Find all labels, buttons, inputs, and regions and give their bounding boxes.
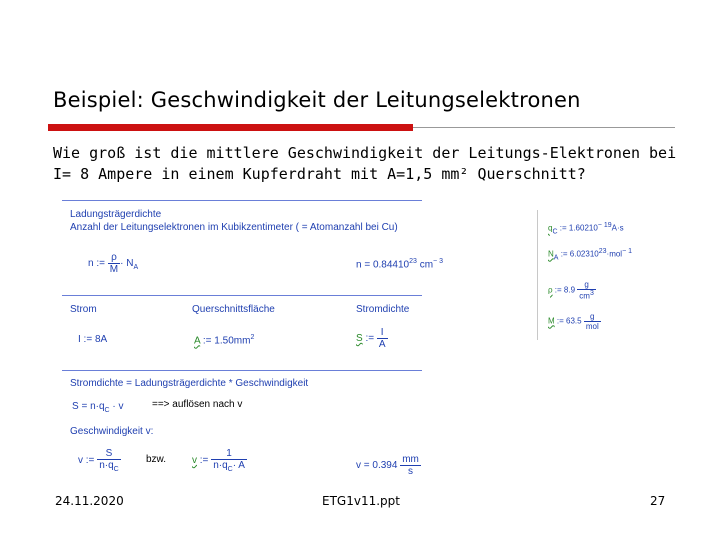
n-denominator: M — [109, 264, 119, 275]
header-geschwindigkeit: Geschwindigkeit v: — [70, 426, 154, 437]
footer-date: 24.11.2020 — [55, 494, 124, 508]
footer-page-number: 27 — [650, 494, 666, 508]
constants-divider — [537, 210, 538, 340]
n-exp: 23 — [409, 258, 417, 265]
const-rho: ρ := 8.9 $\frac{g}{cm^3}$ — [548, 280, 594, 301]
footer-filename: ETG1v11.ppt — [322, 494, 400, 508]
v-unit-fraction — [400, 454, 421, 477]
formula-I: I := 8A — [78, 334, 108, 345]
header-strom: Strom — [70, 304, 97, 315]
formula-v2 — [192, 448, 247, 473]
divider-lower — [62, 370, 422, 371]
S-denominator: A — [378, 339, 386, 350]
n-sub: A — [133, 264, 139, 272]
const-qc: $q_C$ := $1.60210^{- 19}A\cdot s$ — [548, 222, 624, 236]
n-numerator: ρ — [108, 252, 120, 264]
question-line-1: Wie groß ist die mittlere Geschwindigkeit der Leitungs-Elektronen bei — [53, 144, 677, 162]
S-numerator: I — [377, 327, 388, 339]
divider-top — [62, 200, 422, 201]
formula-S — [356, 327, 388, 350]
n-lhs: n := — [88, 258, 105, 270]
n-unit-exp: − 3 — [433, 258, 443, 265]
formula-n — [88, 252, 138, 275]
const-na: $N_A$ := $6.02310^{23}\cdot mol^{- 1}$ — [548, 248, 633, 262]
v2-numerator: 1 — [211, 448, 247, 460]
v2-lhs: v — [192, 455, 197, 467]
result-v — [356, 454, 421, 477]
S-fraction — [377, 327, 388, 350]
header-stromdichte-gleichung: Stromdichte = Ladungsträgerdichte * Geschwindigkeit — [70, 378, 309, 389]
eq-S-sub: C — [104, 407, 110, 414]
bzw-text: bzw. — [146, 454, 167, 465]
A-lhs: A — [194, 335, 201, 347]
A-rhs: := 1.50mm — [202, 335, 251, 347]
n-result: n = 0.84410 — [356, 259, 410, 271]
v1-denominator: $n\cdot q_C$ — [99, 460, 119, 473]
v2-denominator: $n\cdot q_C\cdot A$ — [213, 460, 245, 473]
v1-fraction — [97, 448, 121, 473]
solve-note: ==> auflösen nach v — [152, 399, 243, 410]
header-querschnittsflaeche: Querschnittsfläche — [192, 304, 275, 315]
formula-A — [194, 334, 254, 346]
result-n — [356, 258, 443, 270]
formula-v1 — [78, 448, 121, 473]
eq-S: S = n·q — [72, 401, 105, 412]
header-ladungstraegerdichte: Ladungsträgerdichte — [70, 209, 162, 220]
n-fraction — [108, 252, 120, 275]
v-result: v = 0.394 — [356, 460, 398, 472]
const-M: M := 63.5 $\frac{g}{\text{mol}}$ — [548, 312, 599, 331]
v2-assign: := — [199, 455, 209, 467]
formula-S-equation — [72, 401, 123, 414]
S-assign: := — [365, 333, 375, 345]
eq-S-tail: · v — [112, 401, 124, 412]
slide-title: Beispiel: Geschwindigkeit der Leitungselektronen — [53, 88, 581, 112]
v1-lhs: v := — [78, 455, 95, 467]
S-lhs: S — [356, 333, 363, 345]
question-text — [53, 143, 693, 185]
mathcad-worksheet — [62, 200, 633, 482]
title-underline-gray — [413, 127, 675, 128]
header-anzahl-elektronen: Anzahl der Leitungselektronen im Kubikzentimeter ( = Atomanzahl bei Cu) — [70, 222, 398, 233]
n-unit: cm — [419, 259, 434, 271]
title-underline-red — [48, 124, 413, 131]
divider-middle — [62, 295, 422, 296]
v2-fraction — [211, 448, 247, 473]
v-unit-den: s — [408, 466, 414, 477]
v-unit-num: mm — [402, 454, 419, 465]
question-line-2: I= 8 Ampere in einem Kupferdraht mit A=1,5 mm² Querschnitt? — [53, 165, 586, 183]
A-exp: 2 — [250, 334, 255, 341]
v1-numerator: S — [97, 448, 121, 460]
n-mid: · N — [120, 258, 134, 270]
header-stromdichte: Stromdichte — [356, 304, 410, 315]
